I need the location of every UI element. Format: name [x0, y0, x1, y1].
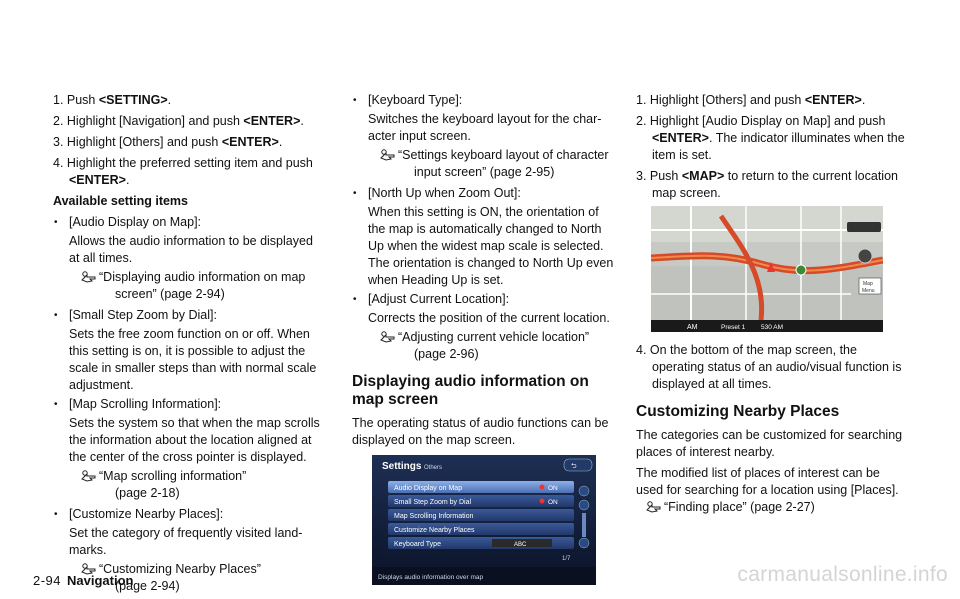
svg-text:Map Scrolling Information: Map Scrolling Information: [394, 513, 474, 520]
svg-text:Small Step Zoom by Dial: Small Step Zoom by Dial: [394, 499, 472, 506]
page-number: 2-94: [33, 573, 62, 588]
watermark: carmanualsonline.info: [737, 563, 948, 586]
svg-text:Map: Map: [863, 281, 873, 287]
scroll-down-icon: [579, 538, 589, 548]
screen-title: Settings: [382, 461, 422, 472]
map-screen-image: [651, 206, 883, 332]
ref-adjusting-location[interactable]: “Adjusting current vehicle location” (page 2-96): [352, 329, 616, 363]
ref-keyboard-layout[interactable]: “Settings keyboard layout of character input screen” (page 2-95): [352, 147, 616, 181]
compass-icon: [858, 249, 872, 263]
page-indicator: 1/7: [562, 556, 571, 562]
item-keyboard-type-title: • [Keyboard Type]:: [352, 92, 616, 109]
back-icon: ⮌: [571, 463, 577, 470]
svg-text:Audio Display on Map: Audio Display on Map: [394, 485, 463, 492]
audio-frequency: 530 AM: [761, 324, 784, 331]
svg-text:ON: ON: [548, 485, 558, 492]
r-step-3: 3. Push <MAP> to return to the current location map screen.: [636, 169, 898, 200]
middle-column: [352, 92, 616, 585]
item-north-up-desc: When this setting is ON, the orientation of the map is automatically changed to North Up when the widest map scale is selected. The orientation is changed to North Up even when Heading Up is set.: [368, 205, 614, 287]
svg-text:Keyboard Type: Keyboard Type: [394, 541, 441, 548]
ref-map-scrolling[interactable]: “Map scrolling information” (page 2-18): [53, 468, 325, 502]
item-audio-display-title: • [Audio Display on Map]:: [53, 214, 325, 231]
back-button: [564, 459, 592, 471]
item-map-scrolling-desc: Sets the system so that when the map scrolls the information about the location aligned at the center of the cross pointer is displayed.: [69, 416, 320, 464]
ref-displaying-audio[interactable]: “Displaying audio information on map screen” (page 2-94): [53, 269, 325, 303]
step-3: 3. Highlight [Others] and push <ENTER>.: [53, 135, 283, 149]
item-adjust-location-title: • [Adjust Current Location]:: [352, 291, 616, 308]
svg-text:ABC: ABC: [514, 542, 527, 548]
r-step-2: 2. Highlight [Audio Display on Map] and push <ENTER>. The indicator illuminates when the item is set.: [636, 114, 905, 162]
item-north-up-title: • [North Up when Zoom Out]:: [352, 185, 616, 202]
section-title-audio-display: Displaying audio information on map screen: [352, 373, 589, 408]
audio-preset: Preset 1: [721, 324, 746, 331]
scroll-up-icon: [579, 500, 589, 510]
reference-icon: [81, 470, 97, 482]
step-2: 2. Highlight [Navigation] and push <ENTER>.: [53, 114, 304, 128]
ref-finding-place[interactable]: “Finding place” (page 2-27): [636, 499, 908, 516]
indicator-icon: [540, 499, 545, 504]
reference-icon: [646, 501, 662, 513]
nearby-body-2: The modified list of places of interest can be used for searching for a location using [Places].: [636, 466, 899, 497]
nearby-body-1: The categories can be customized for searching places of interest nearby.: [636, 428, 903, 459]
left-column: [53, 92, 325, 599]
step-1: 1. Push <SETTING>.: [53, 93, 172, 107]
step-4: 4. Highlight the preferred setting item and push <ENTER>.: [53, 156, 313, 187]
status-text: Displays audio information over map: [378, 574, 484, 581]
reference-icon: [81, 271, 97, 283]
item-adjust-location-desc: Corrects the position of the current location.: [368, 311, 610, 325]
item-customize-nearby-desc: Set the category of frequently visited land- marks.: [69, 526, 303, 557]
item-map-scrolling-title: • [Map Scrolling Information]:: [53, 396, 325, 413]
reference-icon: [380, 149, 396, 161]
r-step-4: 4. On the bottom of the map screen, the operating status of an audio/visual function is displayed at all times.: [636, 343, 902, 391]
scrollbar: [582, 513, 586, 537]
item-small-step-desc: Sets the free zoom function on or off. When this setting is on, it is possible to adjust the scale in smaller steps than with normal scale adjustment.: [69, 327, 317, 392]
page-footer: [33, 572, 134, 589]
svg-text:Menu: Menu: [862, 288, 875, 294]
item-audio-display-desc: Allows the audio information to be displayed at all times.: [69, 234, 313, 265]
reference-icon: [380, 331, 396, 343]
indicator-icon: [540, 485, 545, 490]
item-keyboard-type-desc: Switches the keyboard layout for the char- acter input screen.: [368, 112, 602, 143]
item-customize-nearby-title: • [Customize Nearby Places]:: [53, 506, 325, 523]
ref-customizing-nearby[interactable]: “Customizing Nearby Places” (page 2-94): [53, 561, 325, 595]
section-title-nearby: Customizing Nearby Places: [636, 403, 840, 420]
section-name: Navigation: [67, 573, 134, 588]
section-body-audio-display: The operating status of audio functions can be displayed on the map screen.: [352, 416, 609, 447]
r-step-1: 1. Highlight [Others] and push <ENTER>.: [636, 93, 866, 107]
svg-text:ON: ON: [548, 499, 558, 506]
right-column: [636, 92, 908, 520]
available-items-heading: Available setting items: [53, 194, 188, 208]
audio-band: AM: [687, 324, 698, 331]
item-small-step-title: • [Small Step Zoom by Dial]:: [53, 307, 325, 324]
settings-screen-image: [372, 455, 596, 585]
scroll-up-icon: [579, 486, 589, 496]
svg-text:Customize Nearby Places: Customize Nearby Places: [394, 527, 475, 534]
screen-crumb: Others: [424, 465, 443, 471]
